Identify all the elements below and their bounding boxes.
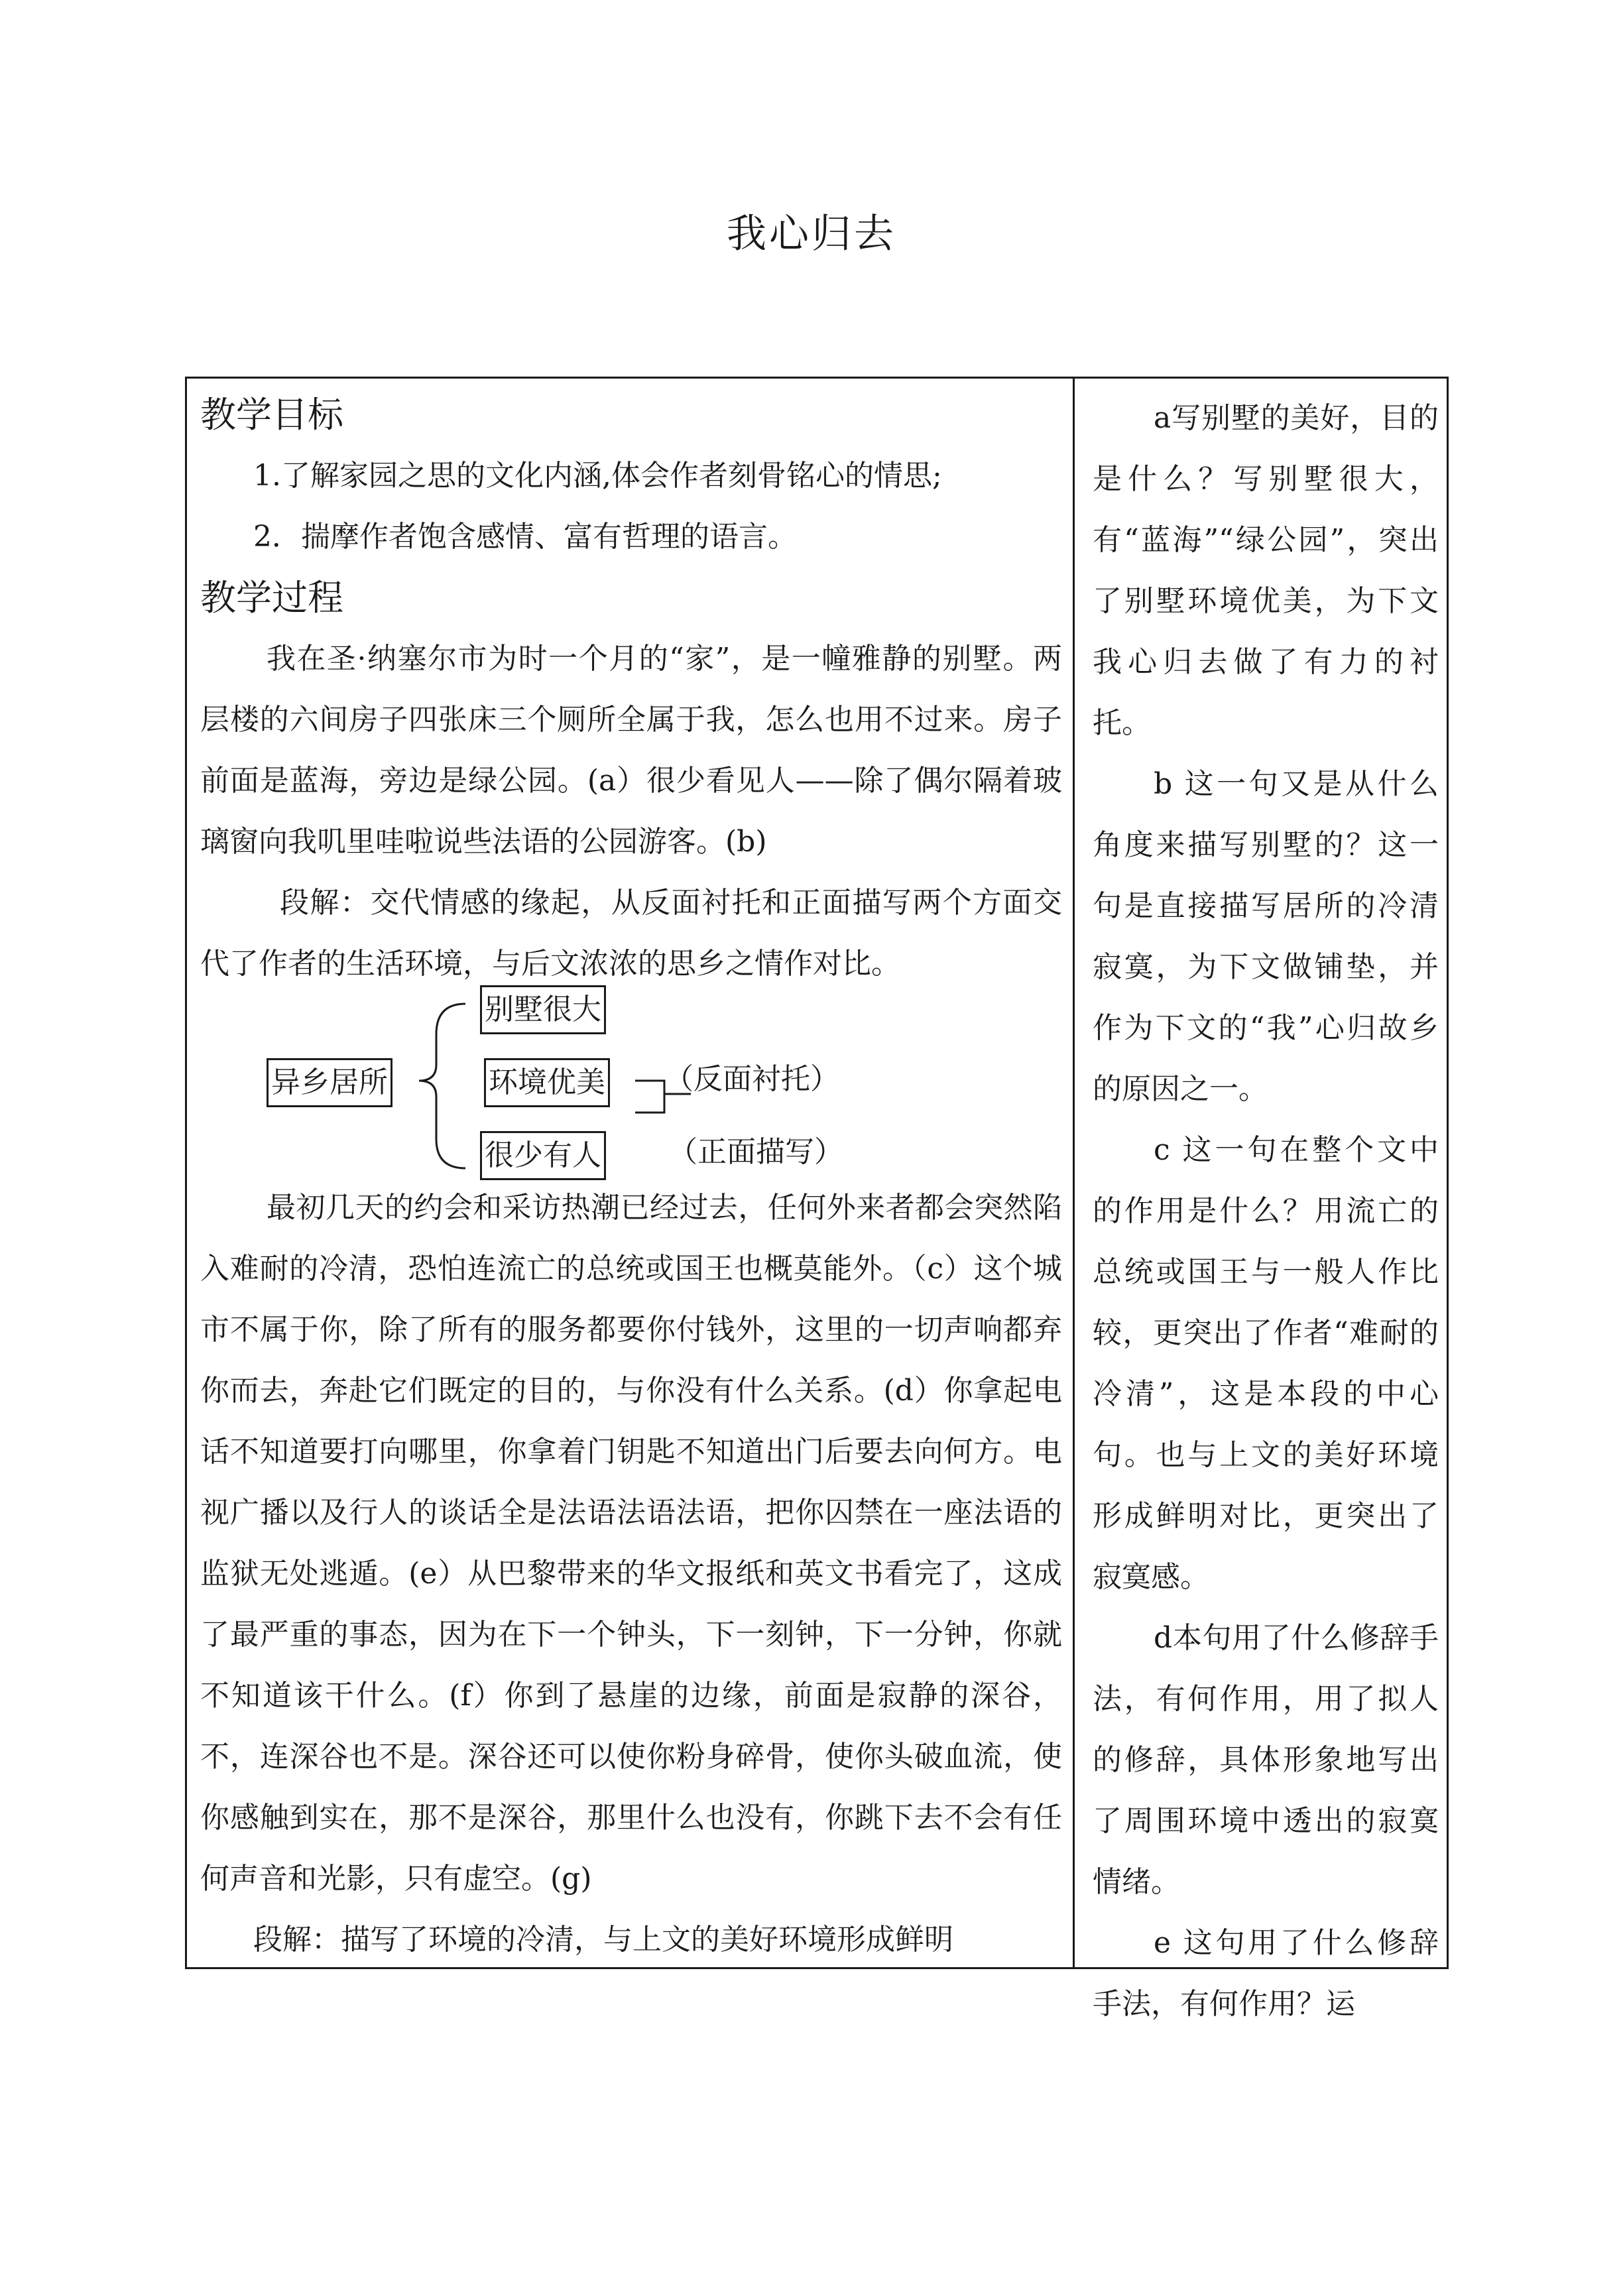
annotation-note-a: a写别墅的美好，目的是什么？写别墅很大，有“蓝海”“绿公园”，突出了别墅环境优美，为下文我心归去做了有力的衬托。 <box>1093 401 1439 740</box>
structure-diagram <box>200 995 1062 1178</box>
annotation-column <box>1093 388 1439 2035</box>
column-divider <box>1073 377 1075 1969</box>
main-column <box>200 385 1062 1970</box>
annotation-note-c: c 这一句在整个文中的作用是什么？用流亡的总统或国王与一般人作比较，更突出了作者“难耐的冷清”，这是本段的中心句。也与上文的美好环境形成鲜明对比，更突出了寂寞感。 <box>1093 1133 1439 1594</box>
objectives-heading: 教学目标 <box>200 394 343 436</box>
diagram-connectors <box>200 995 1062 1178</box>
analysis-paragraph-2: 段解：描写了环境的冷清，与上文的美好环境形成鲜明 <box>253 1923 953 1957</box>
objective-item: 1.了解家园之思的文化内涵,体会作者刻骨铭心的情思; <box>253 459 942 493</box>
process-heading: 教学过程 <box>200 577 343 619</box>
diagram-note-contrast: （反面衬托） <box>664 1062 839 1096</box>
annotation-note-e: e 这句用了什么修辞手法，有何作用？运 <box>1093 1926 1439 2021</box>
text-paragraph-2: 最初几天的约会和采访热潮已经过去，任何外来者都会突然陷入难耐的冷清，恐怕连流亡的总统或国王也概莫能外。（c）这个城市不属于你，除了所有的服务都要你付钱外，这里的一切声响都弃你而去，奔赴它们既定的目的，与你没有什么关系。(d）你拿起电话不知道要打向哪里，你拿着门钥匙不知道出门后要去向何方。电视广播以及行人的谈话全是法语法语法语，把你囚禁在一座法语的监狱无处逃遁。(e）从巴黎带来的华文报纸和英文书看完了，这成了最严重的事态，因为在下一个钟头，下一刻钟，下一分钟，你就不知道该干什么。(f）你到了悬崖的边缘，前面是寂静的深谷，不，连深谷也不是。深谷还可以使你粉身碎骨，使你头破血流，使你感触到实在，那不是深谷，那里什么也没有，你跳下去不会有任何声音和光影，只有虚空。(g) <box>200 1191 1062 1896</box>
diagram-root-box: 异乡居所 <box>267 1058 392 1107</box>
diagram-item-box: 别墅很大 <box>480 985 606 1034</box>
diagram-note-direct: （正面描写） <box>668 1135 843 1169</box>
diagram-brace <box>419 1004 465 1168</box>
page-title: 我心归去 <box>727 211 896 257</box>
text-paragraph-1: 我在圣·纳塞尔市为时一个月的“家”，是一幢雅静的别墅。两层楼的六间房子四张床三个厕所全属于我，怎么也用不过来。房子前面是蓝海，旁边是绿公园。(a）很少看见人——除了偶尔隔着玻璃窗向我叽里哇啦说些法语的公园游客。(b) <box>200 642 1062 859</box>
diagram-item-box: 环境优美 <box>484 1058 610 1107</box>
analysis-paragraph-1: 段解：交代情感的缘起，从反面衬托和正面描写两个方面交代了作者的生活环境，与后文浓浓的思乡之情作对比。 <box>200 886 1062 981</box>
diagram-item-box: 很少有人 <box>480 1131 606 1180</box>
annotation-note-b: b 这一句又是从什么角度来描写别墅的？这一句是直接描写居所的冷清寂寞，为下文做铺垫，并作为下文的“我”心归故乡的原因之一。 <box>1093 767 1439 1106</box>
annotation-note-d: d本句用了什么修辞手法，有何作用，用了拟人的修辞，具体形象地写出了周围环境中透出的寂寞情绪。 <box>1093 1621 1439 1899</box>
objective-item: 2．揣摩作者饱含感情、富有哲理的语言。 <box>253 520 797 554</box>
